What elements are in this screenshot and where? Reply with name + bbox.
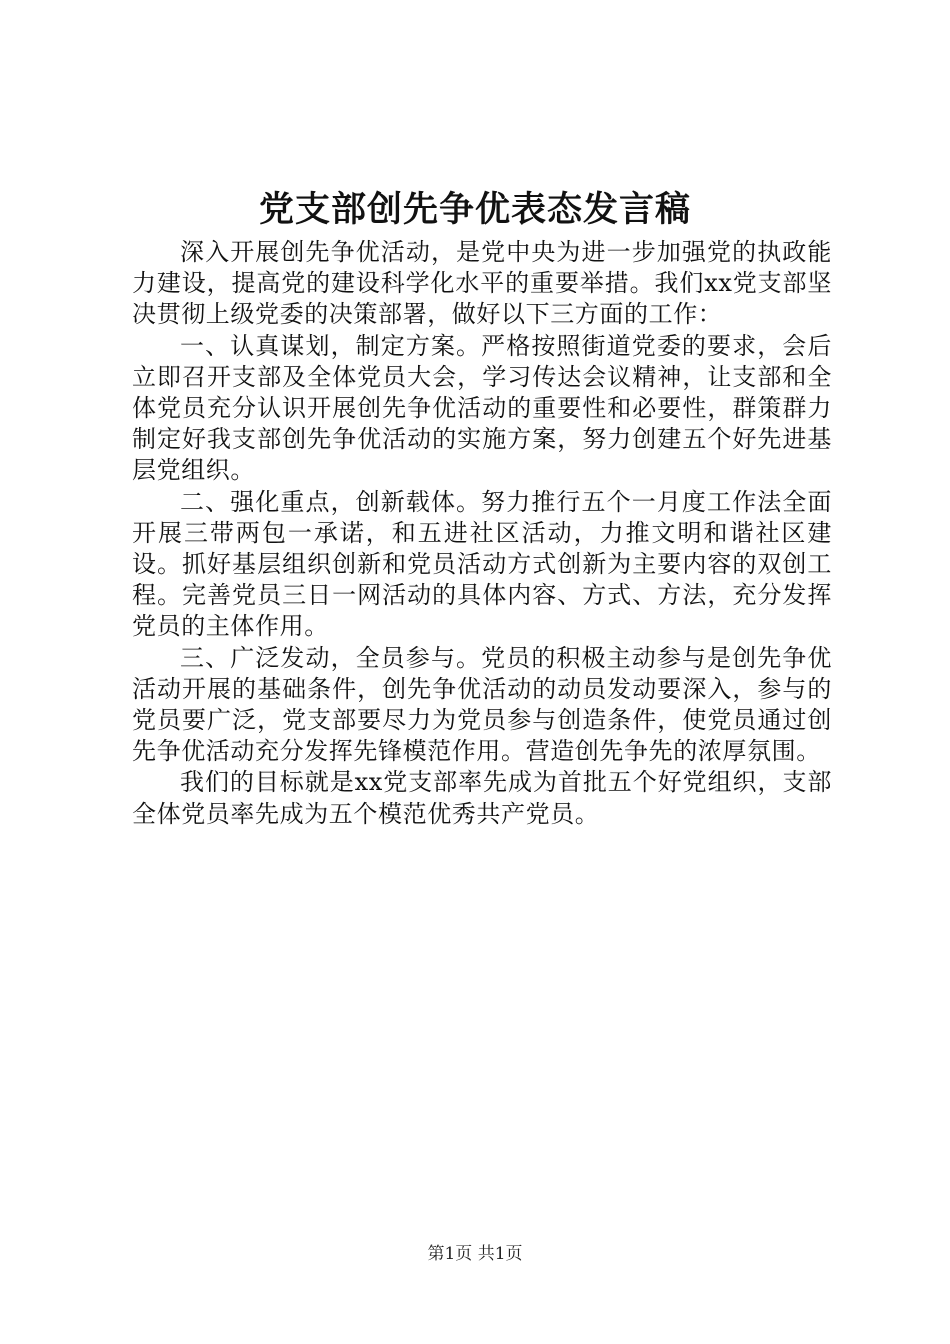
paragraph-one: 一、认真谋划，制定方案。严格按照街道党委的要求，会后立即召开支部及全体党员大会，学习传达会议精神，让支部和全体党员充分认识开展创先争优活动的重要性和必要性，群策群力制定好我支部创先争优活动的实施方案，努力创建五个好先进基层党组织。	[132, 331, 832, 485]
document-body	[132, 237, 832, 830]
paragraph-three: 三、广泛发动，全员参与。党员的积极主动参与是创先争优活动开展的基础条件，创先争优活动的动员发动要深入，参与的党员要广泛，党支部要尽力为党员参与创造条件，使党员通过创先争优活动充分发挥先锋模范作用。营造创先争先的浓厚氛围。	[132, 643, 832, 766]
closing-paragraph: 我们的目标就是xx党支部率先成为首批五个好党组织，支部全体党员率先成为五个模范优秀共产党员。	[132, 768, 832, 828]
document-title: 党支部创先争优表态发言稿	[258, 189, 691, 230]
intro-paragraph: 深入开展创先争优活动，是党中央为进一步加强党的执政能力建设，提高党的建设科学化水平的重要举措。我们xx党支部坚决贯彻上级党委的决策部署，做好以下三方面的工作：	[132, 238, 832, 329]
paragraph-two: 二、强化重点，创新载体。努力推行五个一月度工作法全面开展三带两包一承诺，和五进社区活动，力推文明和谐社区建设。抓好基层组织创新和党员活动方式创新为主要内容的双创工程。完善党员三日一网活动的具体内容、方式、方法，充分发挥党员的主体作用。	[132, 487, 832, 641]
page-footer: 第1页 共1页	[427, 1244, 523, 1264]
